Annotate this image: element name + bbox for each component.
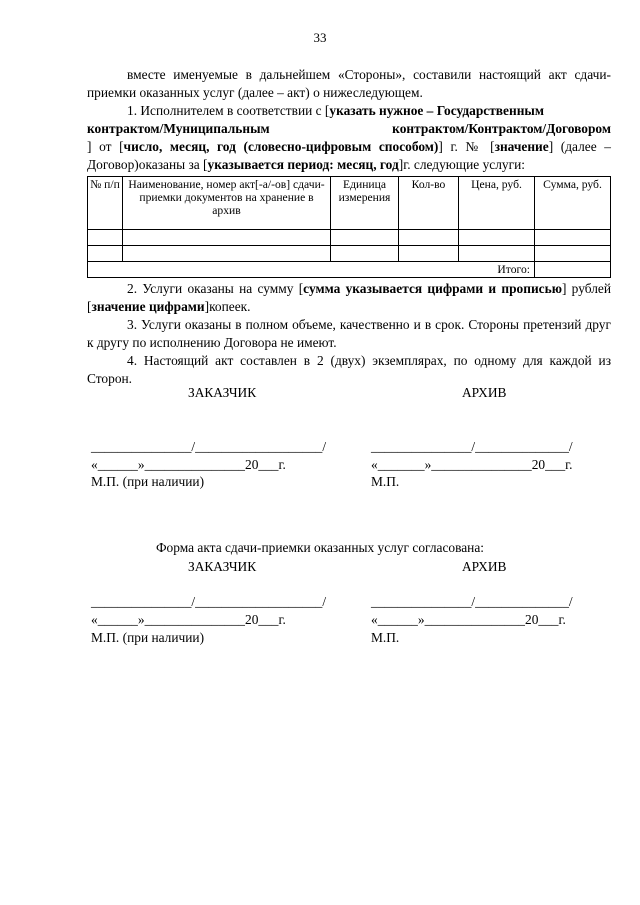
- block1-customer-stamp: М.П. (при наличии): [91, 474, 205, 489]
- page-number: 33: [313, 30, 327, 45]
- block1-customer-signature-line: _______________/___________________/: [91, 439, 327, 454]
- paragraph-4: 4. Настоящий акт составлен в 2 (двух) экземплярах, по одному для каждой из Сторон.: [87, 353, 611, 386]
- block1-customer-title: ЗАКАЗЧИК: [188, 385, 257, 400]
- block2-customer-signature-line: _______________/___________________/: [91, 594, 327, 609]
- p1-placeholder-contract-type: указать нужное – Государственным: [329, 103, 544, 118]
- p1-placeholder-contract: контрактом/Контрактом/Договором: [392, 121, 611, 136]
- table-header-row: [88, 177, 611, 230]
- table-total-row: [88, 262, 611, 278]
- block1-archive-title: АРХИВ: [462, 385, 507, 400]
- p1-text-a: 1. Исполнителем в соответствии с [: [127, 103, 330, 118]
- p1-text-e: ] от [: [87, 139, 124, 154]
- total-value: [535, 262, 611, 278]
- block2-customer-title: ЗАКАЗЧИК: [188, 559, 257, 574]
- col-number: № п/п: [88, 177, 123, 230]
- block2-archive-signature-line: _______________/______________/: [371, 594, 573, 609]
- table-row: [88, 246, 611, 262]
- block2-archive-title: АРХИВ: [462, 559, 507, 574]
- p2-placeholder-sum: сумма указывается цифрами и прописью: [303, 281, 562, 296]
- p1-justified-line: [87, 120, 611, 138]
- block2-archive-stamp: М.П.: [371, 630, 400, 645]
- col-qty: Кол-во: [399, 177, 459, 230]
- p2-placeholder-kopecks: значение цифрами: [91, 299, 205, 314]
- block1-archive-signature-line: _______________/______________/: [371, 439, 573, 454]
- p1-placeholder-municipal: контрактом/Муниципальным: [87, 121, 270, 136]
- block2-customer-date-line: «______»_______________20___г.: [91, 612, 286, 627]
- col-name: Наименование, номер акт[-а/-ов] сдачи-приемки документов на хранение в архив: [123, 177, 331, 230]
- intro-paragraph: вместе именуемые в дальнейшем «Стороны», составили настоящий акт сдачи-приемки оказанных услуг (далее – акт) о нижеследующем.: [87, 67, 611, 100]
- paragraph-1: [87, 102, 611, 174]
- form-agreed-note: Форма акта сдачи-приемки оказанных услуг согласована:: [155, 540, 485, 555]
- col-unit: Единица измерения: [331, 177, 399, 230]
- p1-text-g: ] г. № [: [438, 139, 495, 154]
- act-body: [87, 66, 611, 388]
- paragraph-3: 3. Услуги оказаны в полном объеме, качественно и в срок. Стороны претензий друг к другу по исполнению Договора не имеют.: [87, 317, 611, 350]
- block2-archive-date-line: «______»_______________20___г.: [371, 612, 566, 627]
- services-table: [87, 176, 611, 278]
- col-price: Цена, руб.: [459, 177, 535, 230]
- p1-text-i: ] (далее – Договор)оказаны за [: [87, 139, 611, 172]
- total-label: Итого:: [88, 262, 535, 278]
- block2-customer-stamp: М.П. (при наличии): [91, 630, 205, 645]
- table-row: [88, 230, 611, 246]
- p1-placeholder-period: указывается период: месяц, год: [207, 157, 399, 172]
- p1-text-k: ]г. следующие услуги:: [398, 157, 525, 172]
- col-sum: Сумма, руб.: [535, 177, 611, 230]
- p1-placeholder-date: число, месяц, год (словесно-цифровым способом): [123, 139, 439, 154]
- block1-archive-date-line: «_______»_______________20___г.: [371, 457, 573, 472]
- block1-archive-stamp: М.П.: [371, 474, 400, 489]
- p1-placeholder-number: значение: [494, 139, 549, 154]
- paragraph-2: 2. Услуги оказаны на сумму [сумма указывается цифрами и прописью] рублей [значение цифрами]копеек.: [87, 281, 611, 314]
- block1-customer-date-line: «______»_______________20___г.: [91, 457, 286, 472]
